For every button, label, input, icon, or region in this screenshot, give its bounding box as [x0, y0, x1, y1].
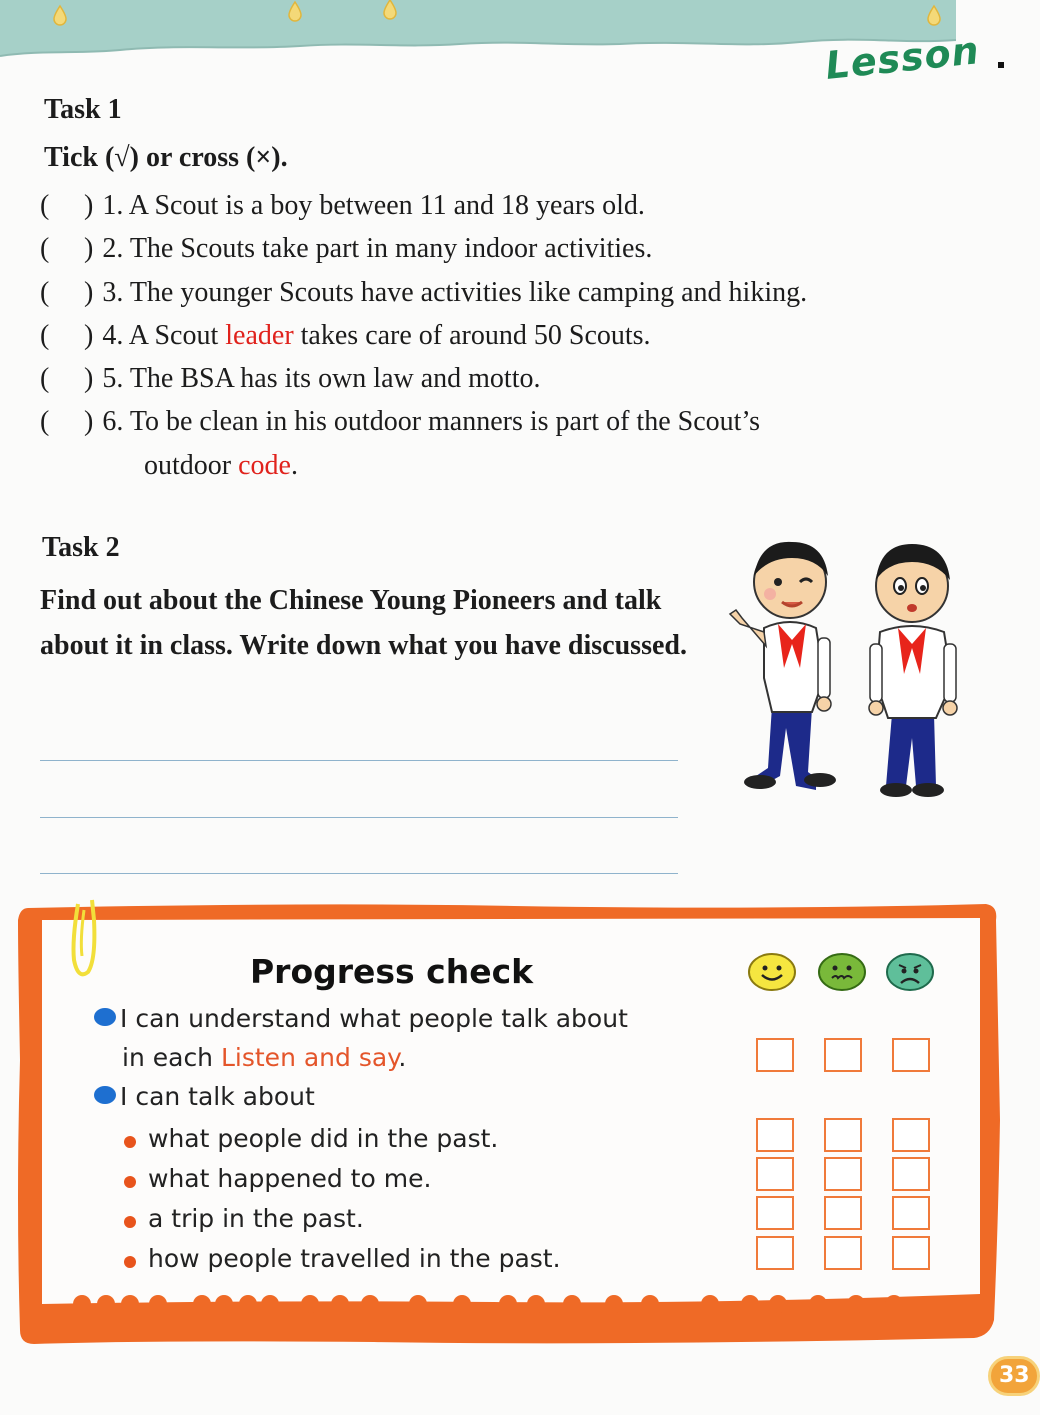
checkbox-item1-neutral[interactable] — [824, 1038, 862, 1072]
orange-bullet-icon — [124, 1256, 136, 1268]
young-pioneers-illustration — [720, 528, 980, 800]
question-6-continuation: outdoor code. — [144, 450, 298, 481]
sad-face-icon — [886, 952, 934, 992]
orange-bullet-icon — [124, 1176, 136, 1188]
progress-subitem-1: what people did in the past. — [148, 1124, 499, 1153]
checkbox-sub4-neutral[interactable] — [824, 1236, 862, 1270]
answer-bracket-4[interactable]: ( — [40, 320, 50, 351]
checkbox-sub1-neutral[interactable] — [824, 1118, 862, 1152]
pioneer-boy-right — [869, 544, 957, 797]
task1-heading: Task 1 — [44, 94, 122, 125]
checkbox-sub1-happy[interactable] — [756, 1118, 794, 1152]
question-text-2: The Scouts take part in many indoor activities. — [129, 233, 653, 264]
highlight-code: code — [238, 450, 291, 481]
question-row-6: ( ) 6. To be clean in his outdoor manners is part of the Scout’s — [40, 406, 761, 437]
question-row-2: ( ) 2. The Scouts take part in many indoor activities. — [40, 233, 653, 264]
highlight-leader: leader — [225, 320, 294, 351]
progress-subitem-4: how people travelled in the past. — [148, 1244, 561, 1273]
progress-item-1: I can understand what people talk about — [94, 1004, 628, 1033]
answer-bracket-3[interactable]: ( — [40, 277, 50, 308]
question-text-6: To be clean in his outdoor manners is part of the Scout’s — [129, 406, 761, 437]
checkbox-item1-sad[interactable] — [892, 1038, 930, 1072]
task1-instruction: Tick (√) or cross (×). — [44, 142, 288, 173]
neutral-face-icon — [818, 952, 866, 992]
question-row-1: ( ) 1. A Scout is a boy between 11 and 18 years old. — [40, 190, 645, 221]
checkbox-sub2-happy[interactable] — [756, 1157, 794, 1191]
checkbox-sub2-sad[interactable] — [892, 1157, 930, 1191]
question-text-1: A Scout is a boy between 11 and 18 years old. — [128, 190, 645, 221]
checkbox-item1-happy[interactable] — [756, 1038, 794, 1072]
orange-bullet-icon — [124, 1216, 136, 1228]
question-text-4-after: takes care of around 50 Scouts. — [293, 320, 651, 351]
question-row-4: ( ) 4. A Scout leader takes care of around 50 Scouts. — [40, 320, 651, 351]
question-row-5: ( ) 5. The BSA has its own law and motto. — [40, 363, 541, 394]
happy-face-icon — [748, 952, 796, 992]
checkbox-sub3-neutral[interactable] — [824, 1196, 862, 1230]
page-number: 33 — [988, 1356, 1040, 1396]
question-text-5: The BSA has its own law and motto. — [129, 363, 541, 394]
question-row-3: ( ) 3. The younger Scouts have activities like camping and hiking. — [40, 277, 808, 308]
progress-subitem-3: a trip in the past. — [148, 1204, 364, 1233]
orange-bullet-icon — [124, 1136, 136, 1148]
progress-item-1-line2: in each Listen and say. — [122, 1043, 407, 1072]
progress-item-2: I can talk about — [94, 1082, 315, 1111]
pioneer-boy-left — [730, 542, 836, 790]
write-line-3[interactable] — [40, 873, 678, 874]
checkbox-sub3-sad[interactable] — [892, 1196, 930, 1230]
answer-bracket-5[interactable]: ( — [40, 363, 50, 394]
task2-heading: Task 2 — [42, 532, 120, 563]
answer-bracket-1[interactable]: ( — [40, 190, 50, 221]
listen-and-say-highlight: Listen and say — [220, 1043, 399, 1072]
answer-bracket-6[interactable]: ( — [40, 406, 50, 437]
progress-check-title: Progress check — [250, 952, 534, 991]
answer-bracket-2[interactable]: ( — [40, 233, 50, 264]
blue-bullet-icon — [94, 1086, 116, 1104]
question-text-4-before: A Scout — [128, 320, 226, 351]
progress-subitem-2: what happened to me. — [148, 1164, 432, 1193]
write-line-2[interactable] — [40, 817, 678, 818]
lesson-label: Lesson — [823, 28, 982, 88]
blue-bullet-icon — [94, 1008, 116, 1026]
write-line-1[interactable] — [40, 760, 678, 761]
checkbox-sub4-happy[interactable] — [756, 1236, 794, 1270]
decorative-dot-row — [74, 1292, 914, 1326]
header-dot — [998, 62, 1004, 68]
question-text-3: The younger Scouts have activities like camping and hiking. — [129, 277, 808, 308]
checkbox-sub4-sad[interactable] — [892, 1236, 930, 1270]
lesson-label-clip — [820, 28, 982, 110]
task2-instruction: Find out about the Chinese Young Pioneers and talk about it in class. Write down what you have discussed. — [40, 585, 687, 661]
checkbox-sub3-happy[interactable] — [756, 1196, 794, 1230]
checkbox-sub1-sad[interactable] — [892, 1118, 930, 1152]
checkbox-sub2-neutral[interactable] — [824, 1157, 862, 1191]
progress-check-panel — [14, 900, 1000, 1350]
